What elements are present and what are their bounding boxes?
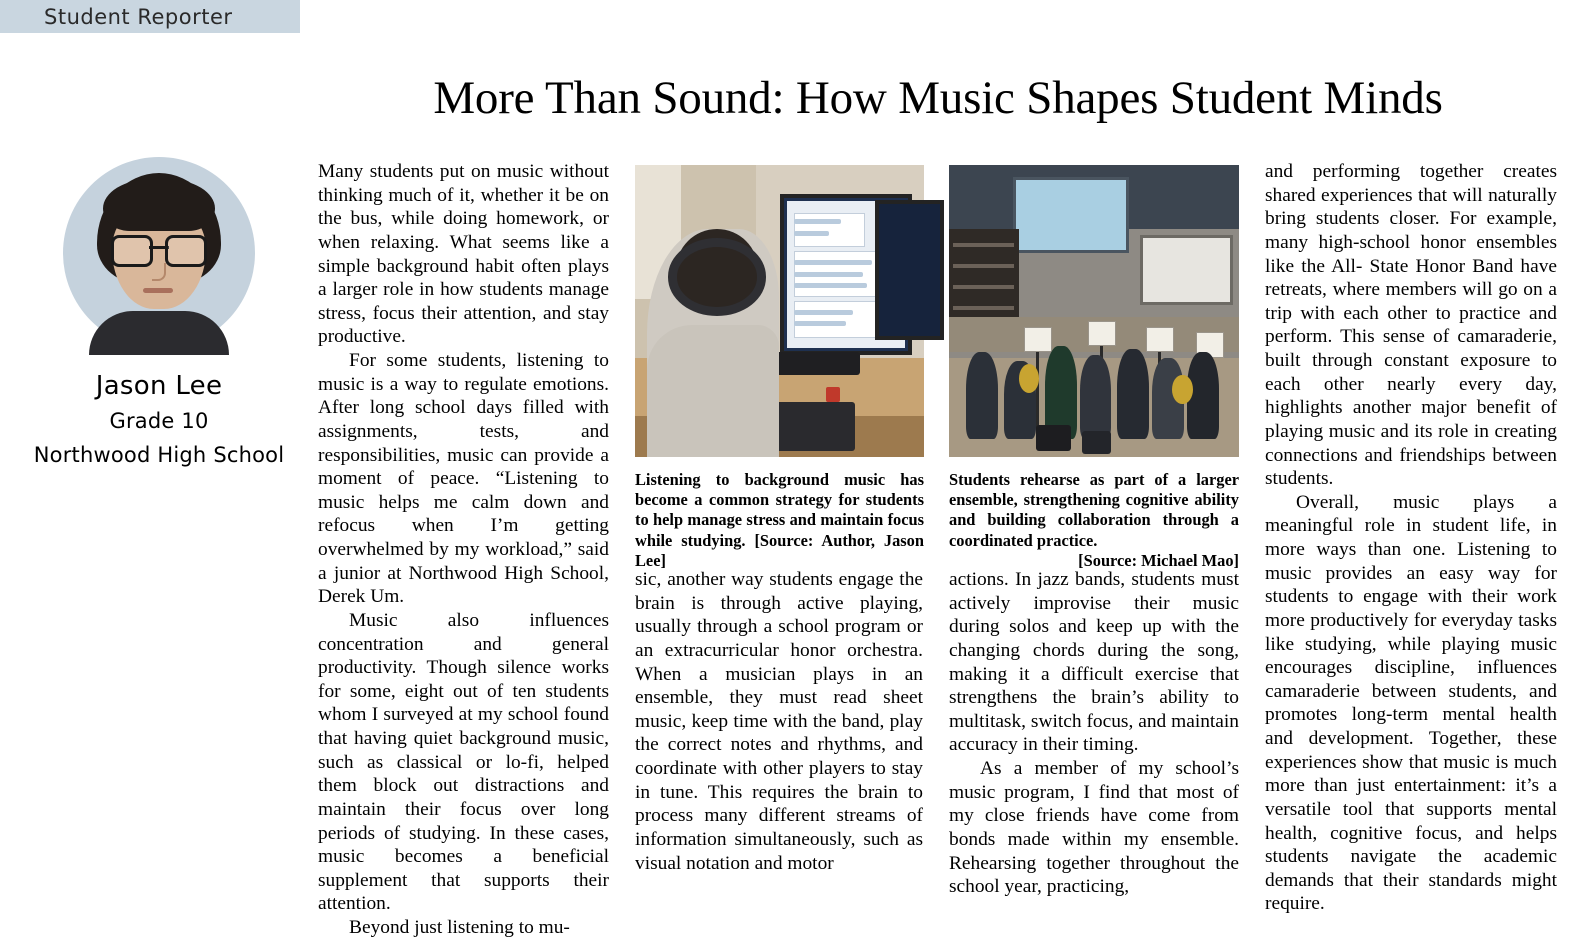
avatar-mouth [143, 288, 173, 293]
paragraph: Beyond just listening to mu- [349, 917, 570, 938]
paragraph: Overall, music plays a meaningful role in student life, in more ways than one. Listening to music provides an easy way for students to engage with their work more productively for everyday tasks like studying, while playing music encourages discipline, influences camaraderie between students, and promotes long-term mental health and development. Together, these experiences show that music is much more than just entertainment: it’s a versatile tool that supports mental health, cognitive focus, and helps students navigate the academic demands that their standards might require. [1265, 491, 1557, 915]
page-title: More Than Sound: How Music Shapes Student Minds [433, 72, 1443, 125]
caption-source: [Source: Michael Mao] [1078, 550, 1239, 570]
section-tag [0, 0, 300, 33]
article-column-2 [635, 568, 923, 908]
avatar-fringe [103, 179, 215, 231]
article-photo-1 [635, 165, 924, 457]
article-column-1 [318, 160, 609, 938]
paragraph: For some students, listening to music is a way to regulate emotions. After long school days filled with assignments, tests, and responsibilities, music can provide a moment of peace. “Listening to music helps me calm down and refocus when I’m getting overwhelmed by my workload,” said a junior at Northwood High School, Derek Um. [318, 350, 609, 608]
author-block [28, 157, 290, 470]
avatar-nose [152, 263, 166, 281]
article-column-4 [1265, 160, 1557, 915]
paragraph: actions. In jazz bands, students must actively improvise their music during solos and keep up with the changing chords during the song, making it a difficult exercise that strengthens the brain’s ability to multitask, switch focus, and maintain accuracy in their timing. [949, 569, 1239, 756]
paragraph: and performing together creates shared experiences that will naturally bring students closer. For example, many high-school honor ensembles like the All- State Honor Band have retreats, where members will go on a trip with each other to practice and perform. This sense of camaraderie, built through constant exposure to each other nearly every day, highlights another major benefit of playing music and its role in creating connections and friendships between students. [1265, 161, 1557, 490]
caption-text: Listening to background music has become a common strategy for students to help manage stress and maintain focus while studying. [635, 470, 924, 550]
section-tag-label: Student Reporter [44, 4, 233, 29]
author-name: Jason Lee [95, 371, 223, 401]
article-column-3 [949, 568, 1239, 908]
paragraph: sic, another way students engage the brain is through active playing, usually through a school program or an extracurricular honor orchestra. When a musician plays in an ensemble, they must read sheet music, keep time with the band, play the correct notes and rhythms, and coordinate with other players to stay in tune. This requires the brain to process many different streams of information simultaneously, such as visual notation and motor [635, 569, 923, 874]
photo-caption-2 [949, 470, 1239, 571]
author-grade: Grade 10 [109, 409, 209, 433]
glasses-icon [111, 235, 207, 261]
paragraph: Many students put on music without thinking much of it, whether it be on the bus, while doing homework, or when relaxing. What seems like a simple background habit often plays a larger role in how students manage stress, focus their attention, and stay productive. [318, 161, 609, 348]
caption-source: [Source: Author, Jason Lee] [635, 530, 924, 570]
paragraph: Music also influences concentration and general productivity. Though silence works for some, eight out of ten students whom I surveyed at my school found that having quiet background music, such as classical or lo-fi, helped them block out distractions and maintain their focus over long periods of studying. In these cases, music becomes a beneficial supplement that supports their attention. [318, 609, 609, 915]
author-school: Northwood High School [33, 443, 285, 468]
avatar [63, 157, 255, 349]
caption-text: Students rehearse as part of a larger ensemble, strengthening cognitive ability and building collaboration through a coordinated practice. [949, 470, 1239, 550]
avatar-shoulders [89, 311, 229, 355]
paragraph: As a member of my school’s music program, I find that most of my close friends have come from bonds made within my ensemble. Rehearsing together throughout the school year, practicing, [949, 758, 1239, 898]
photo-caption-1 [635, 470, 924, 571]
article-photo-2 [949, 165, 1239, 457]
